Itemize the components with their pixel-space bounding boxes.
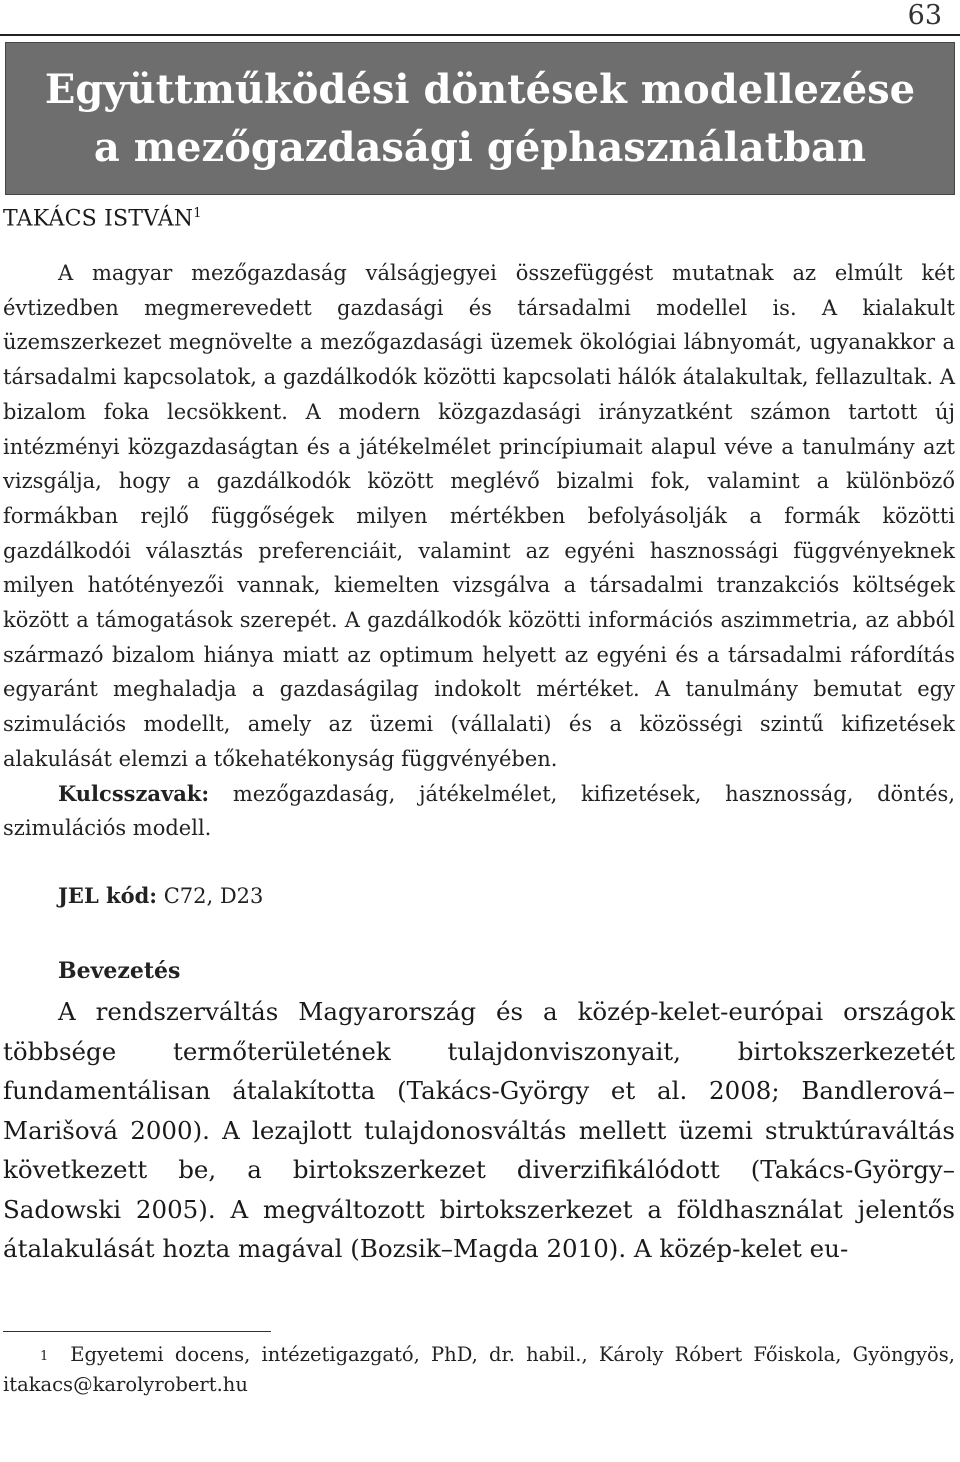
author-name: TAKÁCS ISTVÁN: [3, 206, 194, 232]
jel-codes: [58, 883, 263, 908]
title-line-1: Együttműködési döntések modellezése: [44, 65, 916, 113]
keywords-text: mezőgazdaság, játékelmélet, kifizetések, hasznosság, döntés, szimulációs modell.: [3, 781, 955, 841]
abstract: [3, 256, 955, 846]
keywords-label: Kulcsszavak:: [58, 780, 210, 806]
title-line-2: a mezőgazdasági géphasználatban: [93, 123, 867, 171]
header-rule: [0, 34, 960, 36]
jel-values: C72, D23: [163, 884, 264, 908]
introduction-body: [3, 992, 955, 1269]
author-footnote-mark: 1: [193, 206, 202, 221]
footnote-mark: 1: [40, 1349, 49, 1364]
introduction-paragraph: A rendszerváltás Magyarország és a közép-kelet-európai országok többsége termőterületének tulajdonviszonyait, birtokszerkezetét fundamentálisan átalakította (Takács-György et al. 2008; Bandlerová–Marišová 2000). A lezajlott tulajdonosváltás mellett üzemi struktúraváltás következett be, a birtokszerkezet diverzifikálódott (Takács-György–Sadowski 2005). A megváltozott birtokszerkezet a földhasználat jelentős átalakulását hozta magával (Bozsik–Magda 2010). A közép-kelet eu-: [3, 997, 955, 1263]
footnote-rule: [3, 1331, 271, 1332]
page-number: 63: [907, 0, 942, 31]
jel-label: JEL kód:: [58, 883, 158, 908]
footnote: [3, 1340, 955, 1400]
section-heading-introduction: Bevezetés: [58, 958, 181, 984]
keywords-paragraph: [3, 777, 955, 846]
footnote-text: Egyetemi docens, intézetigazgató, PhD, dr. habil., Károly Róbert Főiskola, Gyöngyös, itakacs@karolyrobert.hu: [3, 1343, 955, 1396]
author-line: [3, 206, 202, 231]
title-banner: [5, 42, 955, 195]
abstract-text: A magyar mezőgazdaság válságjegyei összefüggést mutatnak az elmúlt két évtizedben megmerevedett gazdasági és társadalmi modellel is. A kialakult üzemszerkezet megnövelte a mezőgazdasági üzemek ökológiai lábnyomát, ugyanakkor a társadalmi kapcsolatok, a gazdálkodók közötti kapcsolati hálók átalakultak, fellazultak. A bizalom foka lecsökkent. A modern közgazdasági irányzatként számon tartott új intézményi közgazdaságtan és a játékelmélet princípiumait alapul véve a tanulmány azt vizsgálja, hogy a gazdálkodók között meglévő bizalmi fok, valamint a különböző formákban rejlő függőségek milyen mértékben befolyásolják a formák közötti gazdálkodói választás preferenciáit, valamint az egyéni hasznossági függvényeknek milyen hatótényezői vannak, kiemelten vizsgálva a társadalmi tranzakciós költségek között a támogatások szerepét. A gazdálkodók közötti információs aszimmetria, az abból származó bizalom hiánya miatt az optimum helyett az egyéni és a társadalmi ráfordítás egyaránt meghaladja a gazdaságilag indokolt mértéket. A tanulmány bemutat egy szimulációs modellt, amely az üzemi (vállalati) és a közösségi szintű kifizetések alakulását elemzi a tőkehatékonyság függvényében.: [3, 261, 955, 771]
